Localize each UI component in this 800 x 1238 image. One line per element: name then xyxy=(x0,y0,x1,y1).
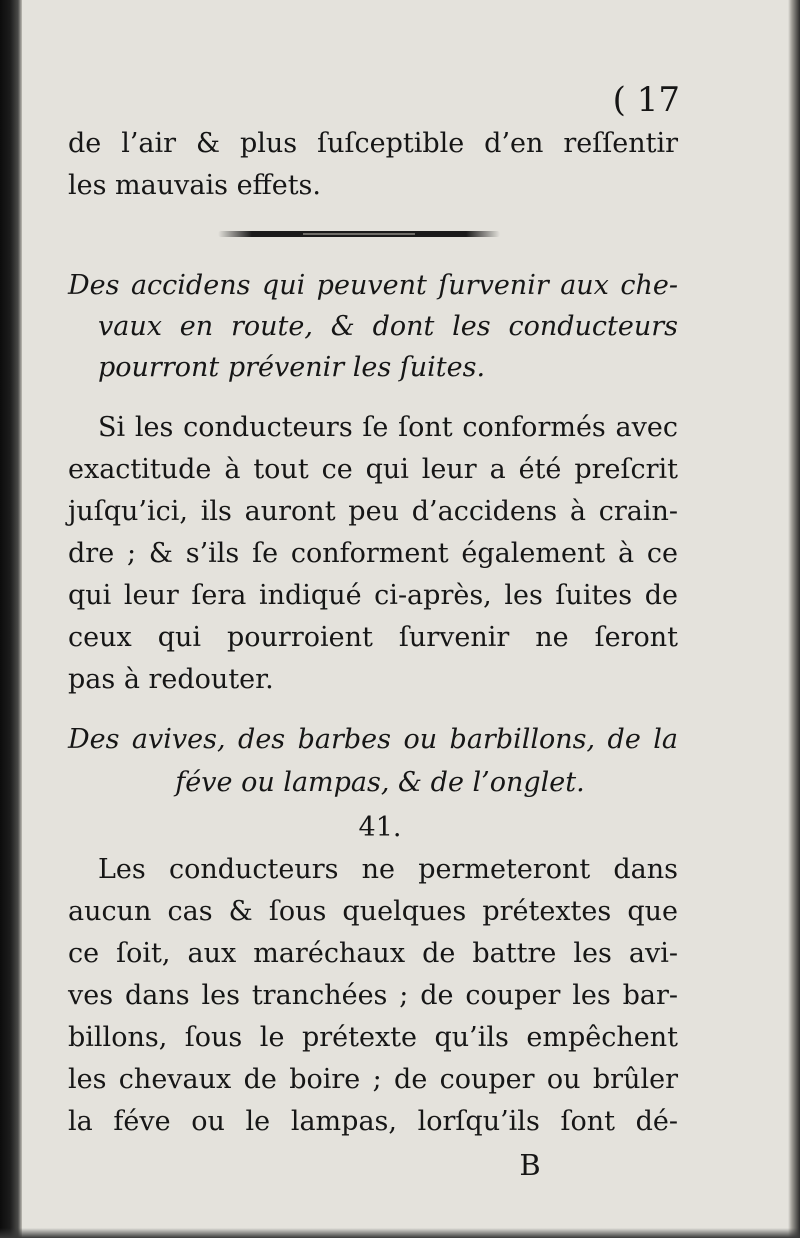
heading-line: féve ou lampas, & de l’onglet. xyxy=(175,767,585,798)
text-line: qui leur ſera indiqué ci-après, les ſuites de xyxy=(68,580,678,611)
page-number: ( 17 xyxy=(612,80,680,120)
text-line: aucun cas & ſous quelques prétextes que xyxy=(68,896,678,927)
text-line: Si les conducteurs ſe ſont conformés avec xyxy=(98,412,678,443)
text-line: exactitude à tout ce qui leur a été preſcrit xyxy=(68,454,678,485)
text-line: la féve ou le lampas, lorſqu’ils ſont dé- xyxy=(68,1106,678,1137)
text-line: ce ſoit, aux maréchaux de battre les avi- xyxy=(68,938,678,969)
text-line: les chevaux de boire ; de couper ou brûler xyxy=(68,1064,678,1095)
signature-mark: B xyxy=(519,1148,541,1182)
binding-edge xyxy=(0,0,22,1238)
text-line: dre ; & s’ils ſe conforment également à ce xyxy=(68,538,678,569)
text-line: de l’air & plus ſuſceptible d’en reſſentir xyxy=(68,128,678,159)
text-line: ves dans les tranchées ; de couper les bar- xyxy=(68,980,678,1011)
text-line: ceux qui pourroient ſurvenir ne ſeront xyxy=(68,622,678,653)
article-number: 41. xyxy=(358,812,402,843)
heading-line: pourront prévenir les ſuites. xyxy=(98,352,486,383)
text-line: billons, ſous le prétexte qu’ils empêchent xyxy=(68,1022,678,1053)
text-line: Les conducteurs ne permeteront dans xyxy=(98,854,678,885)
heading-line: Des accidens qui peuvent ſurvenir aux che- xyxy=(68,270,678,301)
text-line: juſqu’ici, ils auront peu d’accidens à crain- xyxy=(68,496,678,527)
text-line: les mauvais effets. xyxy=(68,170,321,201)
section-divider xyxy=(218,231,500,237)
text-line: pas à redouter. xyxy=(68,664,274,695)
heading-line: Des avives, des barbes ou barbillons, de la xyxy=(68,724,678,755)
page-edge-shadow xyxy=(788,0,800,1238)
page-bottom-shadow xyxy=(0,1228,800,1238)
heading-line: vaux en route, & dont les conducteurs xyxy=(98,311,678,342)
